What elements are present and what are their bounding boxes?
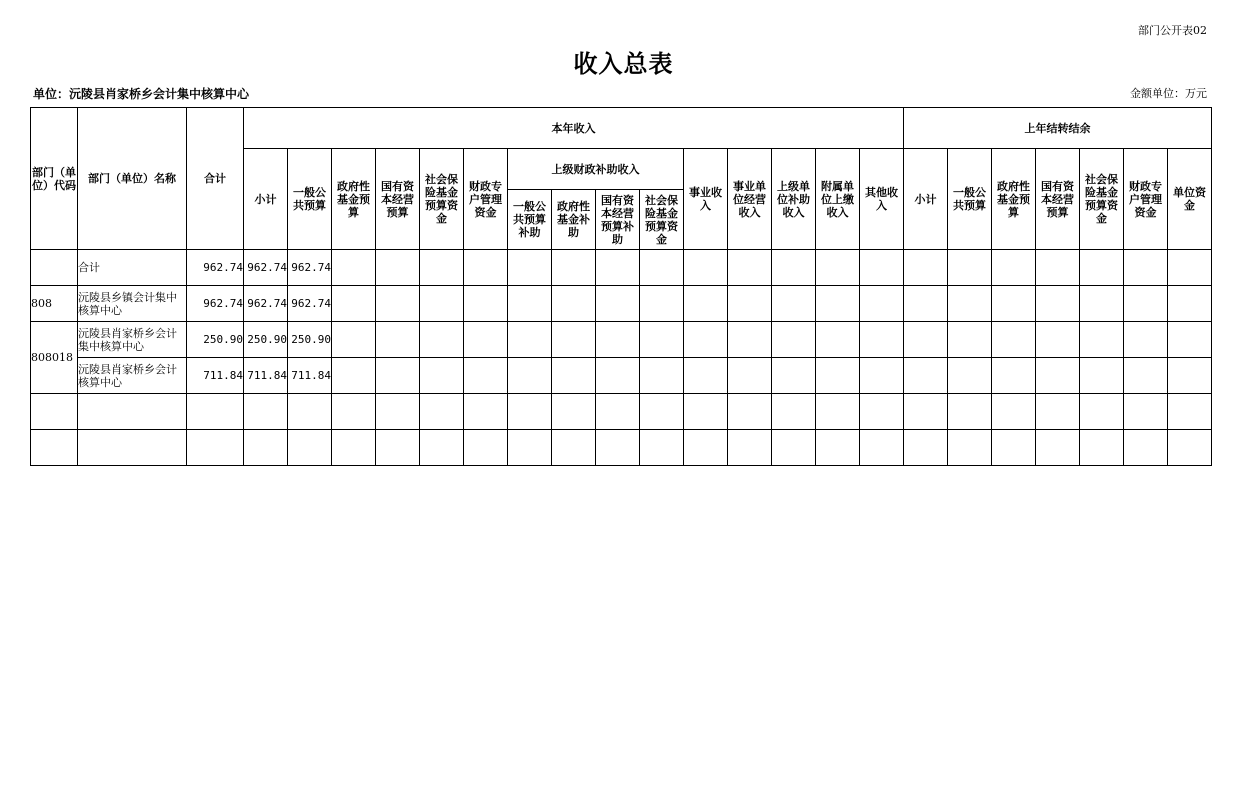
header-sub-gov-fund: 政府性基金补助 — [552, 190, 596, 250]
table-row — [31, 322, 1247, 358]
header-other-income: 其他收入 — [860, 149, 904, 250]
table-row-empty — [31, 430, 1247, 466]
income-summary-table — [30, 107, 1247, 466]
row-total: 711.84 — [187, 358, 244, 394]
row-subtotal: 962.74 — [244, 286, 288, 322]
header-prev-unit-fund: 单位资金 — [1168, 149, 1212, 250]
header-prev-subtotal: 小计 — [904, 149, 948, 250]
row-general: 962.74 — [288, 250, 332, 286]
header-prev-special-account: 财政专户管理资金 — [1124, 149, 1168, 250]
page-title: 收入总表 — [573, 50, 674, 78]
row-general: 711.84 — [288, 358, 332, 394]
row-subtotal: 711.84 — [244, 358, 288, 394]
row-subtotal: 250.90 — [244, 322, 288, 358]
row-subtotal: 962.74 — [244, 250, 288, 286]
header-business-income: 事业收入 — [684, 149, 728, 250]
header-total: 合计 — [187, 108, 244, 250]
header-cur-state-capital: 国有资本经营预算 — [376, 149, 420, 250]
header-prev-social-insurance: 社会保险基金预算资金 — [1080, 149, 1124, 250]
header-prev-state-capital: 国有资本经营预算 — [1036, 149, 1080, 250]
header-cur-social-insurance: 社会保险基金预算资金 — [420, 149, 464, 250]
header-cur-gov-fund: 政府性基金预算 — [332, 149, 376, 250]
header-upper-subsidy: 上级财政补助收入 — [508, 149, 684, 190]
header-sub-general: 一般公共预算补助 — [508, 190, 552, 250]
reporting-unit: 单位：沅陵县肖家桥乡会计集中核算中心 — [33, 87, 250, 101]
row-code: 808018 — [31, 322, 78, 394]
header-prev-gov-fund: 政府性基金预算 — [992, 149, 1036, 250]
table-row — [31, 286, 1247, 322]
header-prev-year-carryover: 上年结转结余 — [904, 108, 1212, 149]
row-name: 合计 — [78, 250, 187, 286]
table-row-empty — [31, 394, 1247, 430]
header-prev-general-budget: 一般公共预算 — [948, 149, 992, 250]
table-row — [31, 358, 1247, 394]
header-operating-income: 事业单位经营收入 — [728, 149, 772, 250]
header-name: 部门（单位）名称 — [78, 108, 187, 250]
table-row — [31, 250, 1247, 286]
header-cur-general-budget: 一般公共预算 — [288, 149, 332, 250]
row-general: 962.74 — [288, 286, 332, 322]
money-unit: 金额单位：万元 — [1130, 87, 1207, 100]
header-upper-unit-subsidy: 上级单位补助收入 — [772, 149, 816, 250]
row-total: 962.74 — [187, 250, 244, 286]
form-number: 部门公开表02 — [1138, 24, 1207, 37]
row-total: 962.74 — [187, 286, 244, 322]
header-sub-social: 社会保险基金预算资金 — [640, 190, 684, 250]
header-current-year-income: 本年收入 — [244, 108, 904, 149]
header-code: 部门（单位）代码 — [31, 108, 78, 250]
row-name: 沅陵县乡镇会计集中核算中心 — [78, 286, 187, 322]
header-affiliate-income: 附属单位上缴收入 — [816, 149, 860, 250]
header-cur-special-account: 财政专户管理资金 — [464, 149, 508, 250]
header-cur-subtotal: 小计 — [244, 149, 288, 250]
row-name: 沅陵县肖家桥乡会计集中核算中心 — [78, 322, 187, 358]
row-code: 808 — [31, 286, 78, 322]
header-sub-state-capital: 国有资本经营预算补助 — [596, 190, 640, 250]
row-general: 250.90 — [288, 322, 332, 358]
row-total: 250.90 — [187, 322, 244, 358]
row-code — [31, 250, 78, 286]
row-name: 沅陵县肖家桥乡会计核算中心 — [78, 358, 187, 394]
